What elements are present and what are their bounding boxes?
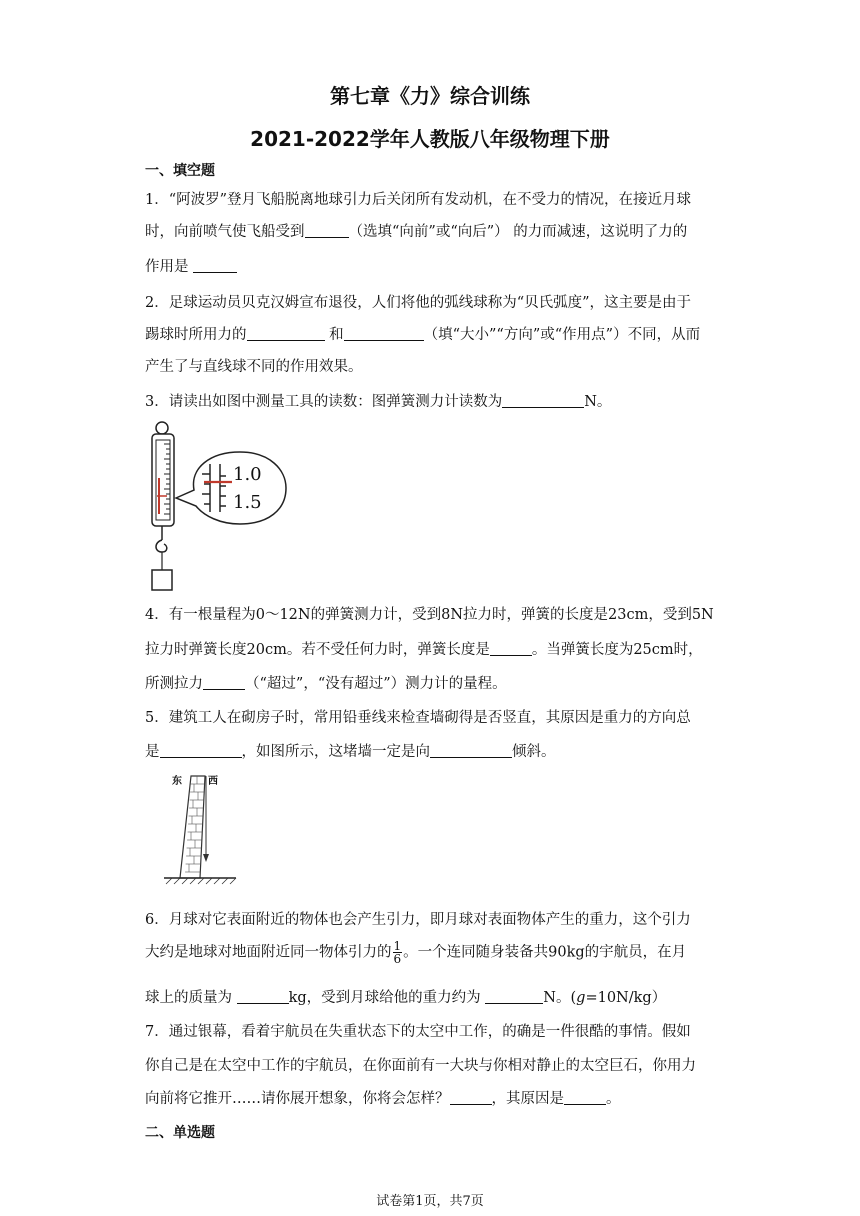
answer-blank[interactable]	[247, 325, 325, 341]
q5-line1: 5．建筑工人在砌房子时，常用铅垂线来检查墙砌得是否竖直，其原因是重力的方向总	[145, 710, 691, 726]
answer-blank[interactable]	[203, 674, 245, 690]
label-west: 西	[208, 776, 218, 787]
answer-blank[interactable]	[564, 1089, 606, 1105]
scale-label-bottom: 1.5	[233, 492, 262, 513]
q6-line2: 大约是地球对地面附近同一物体引力的 $\frac{1}{6}$ 。一个连同随身装备共90kg的宇航员，在月	[145, 939, 687, 966]
wall-plumb-line-figure	[160, 770, 240, 888]
answer-blank[interactable]	[193, 257, 237, 273]
scale-label-top: 1.0	[233, 464, 262, 485]
page-subtitle: 2021-2022学年人教版八年级物理下册	[250, 127, 610, 151]
q6-line1: 6．月球对它表面附近的物体也会产生引力，即月球对表面物体产生的重力，这个引力	[145, 912, 691, 928]
q1-line3: 作用是	[145, 255, 237, 276]
answer-blank[interactable]	[430, 742, 512, 758]
answer-blank[interactable]	[450, 1089, 492, 1105]
q5-line2: 是 ，如图所示，这堵墙一定是向 倾斜。	[145, 744, 556, 760]
q2-line3: 产生了与直线球不同的作用效果。	[145, 359, 363, 375]
spring-scale-figure	[140, 418, 290, 594]
fraction-one-sixth: $\frac{1}{6}$	[393, 939, 402, 966]
page-title: 第七章《力》综合训练	[330, 84, 530, 108]
label-east: 东	[172, 776, 182, 787]
q4-line3: 所测拉力 （“超过”，“没有超过”）测力计的量程。	[145, 676, 507, 692]
answer-blank[interactable]	[490, 640, 532, 656]
q3-line1: 3．请读出如图中测量工具的读数：图弹簧测力计读数为 N。	[145, 394, 612, 410]
q7-line3: 向前将它推开……请你展开想象，你将会怎样？ ，其原因是 。	[145, 1091, 621, 1107]
page-footer: 试卷第1页，共7页	[376, 1194, 484, 1209]
q4-line1: 4．有一根量程为0～12N的弹簧测力计，受到8N拉力时，弹簧的长度是23cm，受到5N	[145, 607, 714, 623]
q7-line2: 你自己是在太空中工作的宇航员，在你面前有一大块与你相对静止的太空巨石，你用力	[145, 1058, 696, 1074]
answer-blank[interactable]	[344, 325, 424, 341]
q2-line2: 踢球时所用力的 和 （填“大小”“方向”或“作用点”）不同，从而	[145, 327, 701, 343]
q7-line1: 7．通过银幕，看着宇航员在失重状态下的太空中工作，的确是一件很酷的事情。假如	[145, 1024, 691, 1040]
answer-blank[interactable]	[485, 988, 543, 1004]
q1-line1: 1．“阿波罗”登月飞船脱离地球引力后关闭所有发动机，在不受力的情况，在接近月球	[145, 192, 692, 208]
section-heading-fill-in: 一、填空题	[145, 163, 215, 179]
q2-line1: 2．足球运动员贝克汉姆宣布退役，人们将他的弧线球称为“贝氏弧度”，这主要是由于	[145, 295, 692, 311]
q6-line3: 球上的质量为 kg，受到月球给他的重力约为 N。(g=10N/kg）	[145, 990, 667, 1006]
q4-line2: 拉力时弹簧长度20cm。若不受任何力时，弹簧长度是 。当弹簧长度为25cm时，	[145, 642, 703, 658]
answer-blank[interactable]	[305, 222, 349, 238]
answer-blank[interactable]	[160, 742, 242, 758]
section-heading-single-choice: 二、单选题	[145, 1125, 215, 1141]
answer-blank[interactable]	[237, 988, 289, 1004]
q1-line2: 时，向前喷气使飞船受到 （选填“向前”或“向后”） 的力而减速，这说明了力的	[145, 224, 688, 240]
answer-blank[interactable]	[502, 392, 584, 408]
